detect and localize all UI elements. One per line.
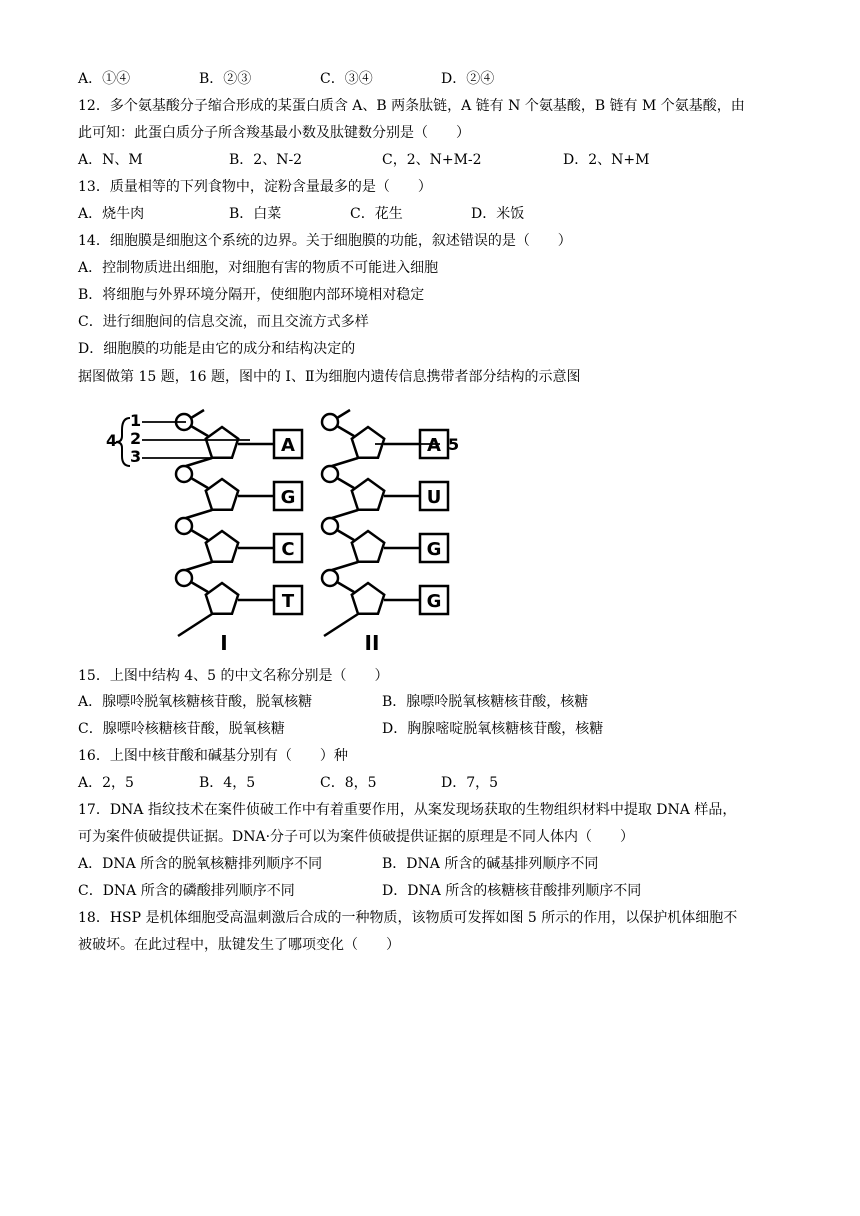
chain-i xyxy=(176,410,302,636)
chain-ii-backbone-end xyxy=(324,614,358,636)
q12-option-c: C，2、N+M-2 xyxy=(382,152,482,168)
q12-option-a: A．N、M xyxy=(78,152,143,168)
q16-option-a: A．2，5 xyxy=(78,775,134,791)
chain-ii-backbone-link xyxy=(332,458,358,466)
chain-i-ester-bond xyxy=(191,582,208,592)
q11-option-c: C．③④ xyxy=(320,71,373,87)
chain-ii-base-label: A xyxy=(427,435,441,456)
label-4-brace xyxy=(116,418,130,466)
chain-ii-base-label: G xyxy=(426,591,442,612)
q14-stem: 14．细胞膜是细胞这个系统的边界。关于细胞膜的功能，叙述错误的是（ ） xyxy=(78,233,572,249)
label-5: 5 xyxy=(448,435,460,454)
q13-stem: 13．质量相等的下列食物中，淀粉含量最多的是（ ） xyxy=(78,179,432,195)
q15-option-a: A．腺嘌呤脱氧核糖核苷酸，脱氧核糖 xyxy=(78,694,313,710)
q14-option-d: D．细胞膜的功能是由它的成分和结构决定的 xyxy=(78,341,356,357)
chain-i-phosphate xyxy=(176,518,192,534)
q17-option-a: A．DNA 所含的脱氧核糖排列顺序不同 xyxy=(78,856,323,872)
chain-i-phosphate xyxy=(176,570,192,586)
chain-i-base-label: C xyxy=(281,539,295,560)
chain-ii-phosphate xyxy=(322,518,338,534)
q11-option-b: B．②③ xyxy=(199,71,252,87)
chain-ii-ester-bond xyxy=(337,582,354,592)
q15-option-c: C．腺嘌呤核糖核苷酸，脱氧核糖 xyxy=(78,721,285,737)
q14-option-c: C．进行细胞间的信息交流，而且交流方式多样 xyxy=(78,314,369,330)
q16-stem: 16．上图中核苷酸和碱基分别有（ ）种 xyxy=(78,748,348,764)
label-4: 4 xyxy=(106,431,118,450)
chain-i-base-label: A xyxy=(281,435,295,456)
chain-i-sugar xyxy=(206,427,238,458)
chain-ii-backbone-link xyxy=(332,562,358,570)
chain-i-ester-bond xyxy=(191,426,208,436)
q14-option-b: B．将细胞与外界环境分隔开，使细胞内部环境相对稳定 xyxy=(78,287,425,303)
chain-ii-phosphate xyxy=(322,414,338,430)
q12-option-b: B．2、N-2 xyxy=(229,152,303,168)
label-1: 1 xyxy=(130,411,142,430)
nucleotide-chain-figure xyxy=(100,400,480,660)
chain-ii-sugar xyxy=(352,427,384,458)
label-3: 3 xyxy=(130,447,142,466)
chain-ii-label: II xyxy=(364,631,380,655)
chain-i-sugar xyxy=(206,479,238,510)
q13-option-c: C．花生 xyxy=(350,206,403,222)
chain-i-sugar xyxy=(206,583,238,614)
chain-i-backbone-link xyxy=(186,562,212,570)
chain-ii-phosphate xyxy=(322,570,338,586)
chain-ii-ester-bond xyxy=(337,478,354,488)
q14-option-a: A．控制物质进出细胞，对细胞有害的物质不可能进入细胞 xyxy=(78,260,439,276)
q12-stem-line1: 12．多个氨基酸分子缩合形成的某蛋白质含 A、B 两条肽链，A 链有 N 个氨基酸，B 链有 M 个氨基酸，由 xyxy=(78,98,745,114)
q13-option-d: D．米饭 xyxy=(471,206,525,222)
chain-ii-base-label: G xyxy=(426,539,442,560)
q13-option-a: A．烧牛肉 xyxy=(78,206,145,222)
chain-ii-sugar xyxy=(352,531,384,562)
chain-i-ester-bond xyxy=(191,530,208,540)
chain-i-label: I xyxy=(220,631,228,655)
q16-option-c: C．8，5 xyxy=(320,775,377,791)
q17-stem-line1: 17．DNA 指纹技术在案件侦破工作中有着重要作用，从案发现场获取的生物组织材料中提取 DNA 样品， xyxy=(78,802,737,818)
q15-option-b: B．腺嘌呤脱氧核糖核苷酸，核糖 xyxy=(382,694,589,710)
chain-i-base-label: T xyxy=(281,591,295,612)
q18-stem-line2: 被破坏。在此过程中，肽键发生了哪项变化（ ） xyxy=(78,937,400,953)
chain-ii-ester-bond xyxy=(337,426,354,436)
q16-option-d: D．7，5 xyxy=(441,775,499,791)
chain-i-backbone-start xyxy=(191,410,204,418)
chain-ii-sugar xyxy=(352,479,384,510)
q17-option-b: B．DNA 所含的碱基排列顺序不同 xyxy=(382,856,599,872)
figure-intro: 据图做第 15 题，16 题，图中的 I、Ⅱ为细胞内遗传信息携带者部分结构的示意图 xyxy=(78,369,581,385)
q15-stem: 15．上图中结构 4、5 的中文名称分别是（ ） xyxy=(78,668,389,684)
chain-ii-phosphate xyxy=(322,466,338,482)
q11-option-a: A．①④ xyxy=(78,71,131,87)
chain-ii-ester-bond xyxy=(337,530,354,540)
chain-i-phosphate xyxy=(176,466,192,482)
label-2: 2 xyxy=(130,429,142,448)
chain-ii-sugar xyxy=(352,583,384,614)
chain-ii-base-label: U xyxy=(426,487,442,508)
chain-i-sugar xyxy=(206,531,238,562)
q17-option-c: C．DNA 所含的磷酸排列顺序不同 xyxy=(78,883,295,899)
q16-option-b: B．4，5 xyxy=(199,775,256,791)
q18-stem-line1: 18．HSP 是机体细胞受高温刺激后合成的一种物质，该物质可发挥如图 5 所示的作用，以保护机体细胞不 xyxy=(78,910,738,926)
q11-option-d: D．②④ xyxy=(441,71,495,87)
q13-option-b: B．白菜 xyxy=(229,206,282,222)
q15-option-d: D．胸腺嘧啶脱氧核糖核苷酸，核糖 xyxy=(382,721,604,737)
chain-i-backbone-end xyxy=(178,614,212,636)
q17-option-d: D．DNA 所含的核糖核苷酸排列顺序不同 xyxy=(382,883,642,899)
q17-stem-line2: 可为案件侦破提供证据。DNA·分子可以为案件侦破提供证据的原理是不同人体内（ ） xyxy=(78,829,635,845)
chain-ii-backbone-link xyxy=(332,510,358,518)
chain-i-base-label: G xyxy=(280,487,296,508)
chain-ii-backbone-start xyxy=(337,410,350,418)
q12-option-d: D．2、N+M xyxy=(563,152,650,168)
q12-stem-line2: 此可知：此蛋白质分子所含羧基最小数及肽键数分别是（ ） xyxy=(78,125,470,141)
chain-i-backbone-link xyxy=(186,510,212,518)
chain-i-ester-bond xyxy=(191,478,208,488)
chain-i-backbone-link xyxy=(186,458,212,466)
